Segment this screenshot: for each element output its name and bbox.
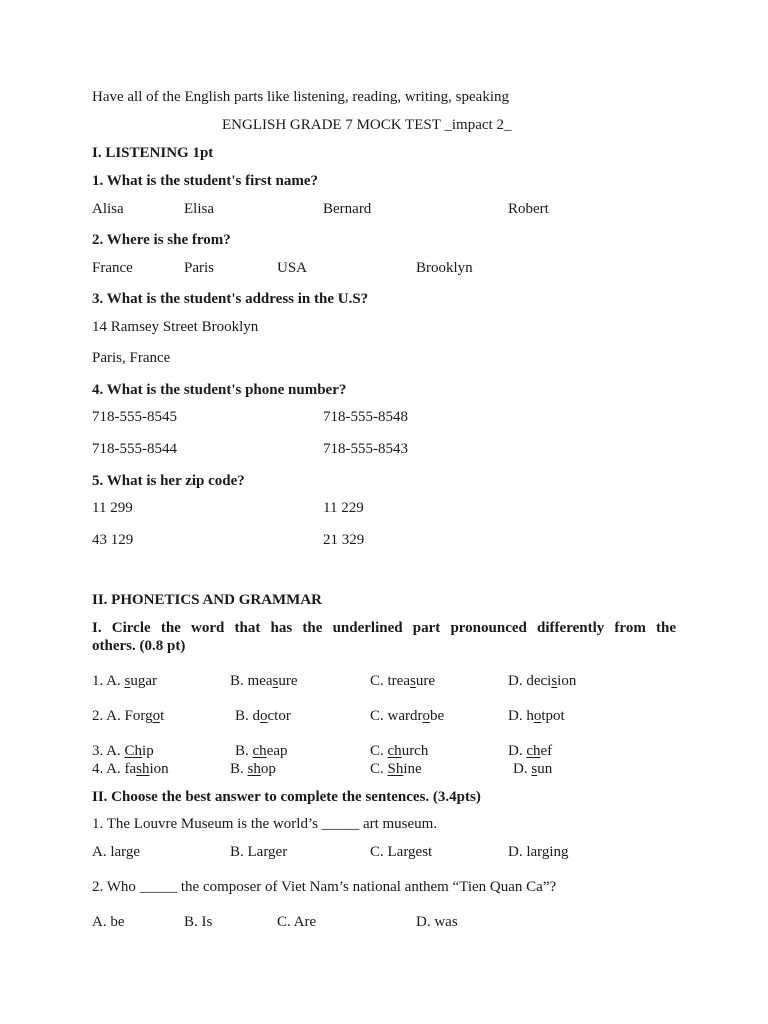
grammar-q1-option: C. Largest — [370, 844, 433, 860]
listening-q5-prompt: 5. What is her zip code? — [92, 473, 245, 489]
phonetics-q3-option-c: C. church — [370, 743, 429, 759]
listening-q1-option: Bernard — [323, 201, 372, 217]
test-title: ENGLISH GRADE 7 MOCK TEST _impact 2_ — [222, 117, 512, 133]
listening-q1-option: Elisa — [184, 201, 214, 217]
phonetics-q2-option-b: B. doctor — [235, 708, 291, 724]
grammar-q1-option: D. larging — [508, 844, 569, 860]
listening-q4-option: 718-555-8545 — [92, 409, 177, 425]
grammar-q1-option: A. large — [92, 844, 141, 860]
phonetics-q3-option-d: D. chef — [508, 743, 553, 759]
phonetics-q2-option-d: D. hotpot — [508, 708, 565, 724]
listening-q1-prompt: 1. What is the student's first name? — [92, 173, 318, 189]
listening-q1-option: Alisa — [92, 201, 124, 217]
grammar-q2-option: C. Are — [277, 914, 317, 930]
phonetics-q2-option-c: C. wardrobe — [370, 708, 445, 724]
listening-q2-option: Paris — [184, 260, 214, 276]
phonetics-q1-option-c: C. treasure — [370, 673, 435, 689]
listening-q5-option: 11 229 — [323, 500, 364, 516]
listening-q4-prompt: 4. What is the student's phone number? — [92, 382, 347, 398]
grammar-q1-prompt: 1. The Louvre Museum is the world’s _____ art museum. — [92, 816, 438, 832]
phonetics-q1-option-a: 1. A. sugar — [92, 673, 158, 689]
grammar-q1-option: B. Larger — [230, 844, 288, 860]
listening-q5-option: 43 129 — [92, 532, 134, 548]
listening-q4-option: 718-555-8544 — [92, 441, 177, 457]
phonetics-q4-option-d: D. sun — [513, 761, 553, 777]
phonetics-q2-option-a: 2. A. Forgot — [92, 708, 165, 724]
phonetics-q3-option-a: 3. A. Chip — [92, 743, 154, 759]
listening-q3-prompt: 3. What is the student's address in the U.S? — [92, 291, 369, 307]
grammar-q2-option: A. be — [92, 914, 125, 930]
grammar-q2-prompt: 2. Who _____ the composer of Viet Nam’s national anthem “Tien Quan Ca”? — [92, 879, 557, 895]
phonetics-heading: II. PHONETICS AND GRAMMAR — [92, 592, 323, 608]
listening-heading: I. LISTENING 1pt — [92, 145, 214, 161]
listening-q4-option: 718-555-8543 — [323, 441, 408, 457]
intro-text: Have all of the English parts like listening, reading, writing, speaking — [92, 89, 509, 105]
listening-q2-prompt: 2. Where is she from? — [92, 232, 231, 248]
phonetics-part1-instruction-line2: others. (0.8 pt) — [92, 638, 186, 654]
phonetics-q1-option-b: B. measure — [230, 673, 298, 689]
listening-q4-option: 718-555-8548 — [323, 409, 408, 425]
listening-q3-option: Paris, France — [92, 350, 171, 366]
listening-q2-option: USA — [277, 260, 308, 276]
listening-q1-option: Robert — [508, 201, 549, 217]
grammar-q2-option: B. Is — [184, 914, 213, 930]
phonetics-part1-instruction-line1: I. Circle the word that has the underlined part pronounced differently from the — [92, 620, 676, 636]
phonetics-q1-option-d: D. decision — [508, 673, 577, 689]
phonetics-q4-option-a: 4. A. fashion — [92, 761, 169, 777]
listening-q2-option: Brooklyn — [416, 260, 473, 276]
phonetics-q4-option-b: B. shop — [230, 761, 276, 777]
grammar-q2-option: D. was — [416, 914, 458, 930]
listening-q3-option: 14 Ramsey Street Brooklyn — [92, 319, 259, 335]
listening-q5-option: 11 299 — [92, 500, 133, 516]
grammar-part2-heading: II. Choose the best answer to complete the sentences. (3.4pts) — [92, 789, 481, 805]
phonetics-q4-option-c: C. Shine — [370, 761, 422, 777]
phonetics-q3-option-b: B. cheap — [235, 743, 288, 759]
listening-q5-option: 21 329 — [323, 532, 365, 548]
listening-q2-option: France — [92, 260, 133, 276]
